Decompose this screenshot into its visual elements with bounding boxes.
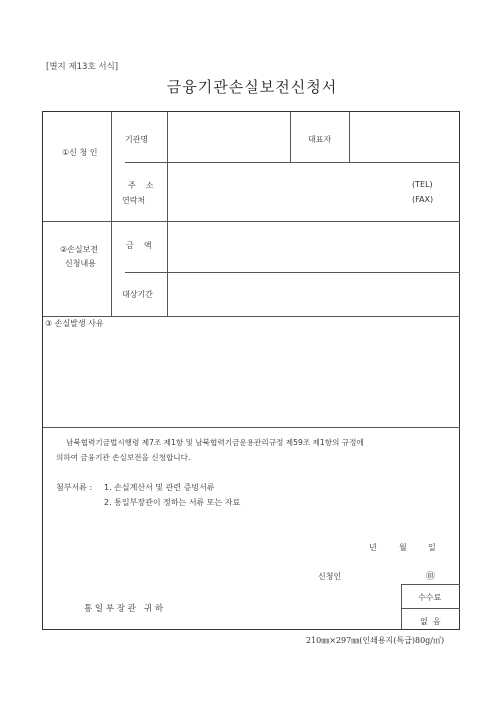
address-label: 주 소 xyxy=(128,181,154,190)
col-divider xyxy=(290,112,291,162)
row-divider xyxy=(43,427,460,428)
date-year: 년 xyxy=(369,543,377,552)
row-divider xyxy=(401,608,460,609)
period-label: 대상기간 xyxy=(122,290,153,299)
applicant-section-label: ①신 청 인 xyxy=(62,148,98,157)
row-divider xyxy=(125,272,460,273)
seal-mark: ㊞ xyxy=(426,572,436,582)
col-divider xyxy=(167,112,168,316)
attachment-item-1: 1. 손실계산서 및 관련 증빙서류 xyxy=(104,483,215,492)
representative-label: 대표자 xyxy=(308,135,332,144)
reason-value[interactable] xyxy=(45,330,457,424)
fee-label: 수수료 xyxy=(418,593,442,602)
row-divider xyxy=(43,316,460,317)
row-divider xyxy=(125,162,460,163)
date-month: 월 xyxy=(399,543,407,552)
fee-box-divider xyxy=(401,584,402,630)
attachments-label: 첨부서류 : xyxy=(56,483,93,492)
representative-value[interactable] xyxy=(350,124,456,148)
paper-spec-footer: 210㎜×297㎜(인쇄용지(특급)80g/㎡) xyxy=(306,636,445,645)
row-divider xyxy=(43,221,460,222)
reason-section-label: ③ 손실발생 사유 xyxy=(45,319,104,328)
fax-label: (FAX) xyxy=(412,195,434,204)
contact-label: 연락처 xyxy=(122,196,146,205)
amount-label: 금 액 xyxy=(126,241,152,250)
period-value[interactable] xyxy=(170,274,456,314)
attachment-item-2: 2. 통일부장관이 정하는 서류 또는 자료 xyxy=(104,498,241,507)
declaration-line-1: 남북협력기금법시행령 제7조 제1항 및 남북협력기금운용관리규정 제59조 제1항의 규정에 xyxy=(66,438,364,447)
loss-section-label-2: 신청내용 xyxy=(65,259,96,268)
fee-value: 없 음 xyxy=(420,617,441,626)
declaration-line-2: 의하여 금융기관 손실보전을 신청합니다. xyxy=(56,453,191,462)
loss-section-label: ②손실보전 xyxy=(60,245,99,254)
amount-value[interactable] xyxy=(170,226,456,266)
form-title: 금융기관손실보전신청서 xyxy=(166,78,338,96)
institution-name-value[interactable] xyxy=(170,124,288,148)
applicant-signature-label: 신청인 xyxy=(318,572,342,581)
form-reference: [별지 제13호 서식] xyxy=(46,62,119,72)
addressee: 통 일 부 장 관 귀 하 xyxy=(84,604,164,614)
institution-name-label: 기관명 xyxy=(125,135,149,144)
date-day: 일 xyxy=(428,543,436,552)
tel-label: (TEL) xyxy=(412,180,433,189)
fee-box-top xyxy=(401,584,460,585)
col-divider xyxy=(111,112,112,316)
